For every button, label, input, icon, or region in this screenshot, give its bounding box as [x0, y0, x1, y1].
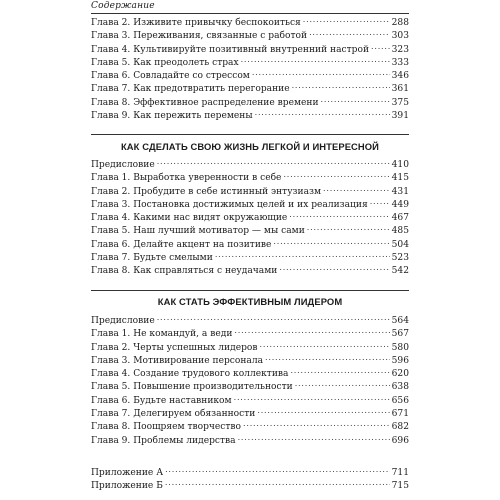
entry-title: Глава 8. Поощряем творчество [91, 422, 242, 433]
toc-entry[interactable] [91, 366, 409, 379]
entry-page-number: 542 [391, 266, 409, 277]
entry-page-number: 682 [391, 422, 409, 433]
toc-entry[interactable] [91, 170, 409, 183]
dot-leader [257, 406, 389, 416]
entry-page-number: 375 [391, 97, 409, 108]
toc-entry[interactable] [91, 353, 409, 366]
dot-leader [323, 184, 390, 194]
dot-leader [157, 157, 390, 167]
dot-leader [234, 393, 390, 403]
section-title-easy-life: КАК СДЕЛАТЬ СВОЮ ЖИЗНЬ ЛЕГКОЙ И ИНТЕРЕСНОЙ [120, 141, 380, 152]
dot-leader [283, 170, 389, 180]
entry-page-number: 715 [391, 481, 409, 492]
entry-title: Глава 3. Переживания, связанные с работой [91, 31, 308, 42]
entry-title: Глава 4. Создание трудового коллектива [91, 369, 289, 380]
entry-title: Глава 5. Как преодолеть страх [91, 57, 239, 68]
toc-entry[interactable] [91, 313, 409, 326]
toc-entry[interactable] [91, 419, 409, 432]
toc-entry[interactable] [91, 237, 409, 250]
entry-title: Глава 7. Будьте смелыми [91, 253, 213, 264]
entry-page-number: 711 [391, 468, 409, 478]
entry-page-number: 288 [391, 18, 409, 28]
dot-leader [370, 197, 390, 207]
toc-entry[interactable] [91, 184, 409, 197]
toc-entry[interactable] [91, 433, 409, 446]
entry-title: Глава 9. Как пережить перемены [91, 111, 253, 122]
entry-title: Приложение А [91, 468, 164, 478]
dot-leader [292, 81, 390, 91]
section-title-leader: КАК СТАТЬ ЭФФЕКТИВНЫМ ЛИДЕРОМ [157, 296, 343, 307]
entry-page-number: 620 [391, 369, 409, 380]
entry-page-number: 656 [391, 395, 409, 406]
dot-leader [255, 108, 390, 118]
entry-page-number: 431 [391, 186, 409, 197]
toc-entry[interactable] [91, 55, 409, 68]
entry-title: Глава 3. Мотивирование персонала [91, 355, 264, 366]
dot-leader [260, 340, 390, 350]
entry-title: Глава 6. Будьте наставником [91, 395, 232, 406]
entry-title: Глава 7. Делегируем обязанности [91, 409, 256, 420]
toc-entry[interactable] [91, 157, 409, 170]
dot-leader [165, 465, 390, 475]
entry-page-number: 567 [391, 329, 409, 340]
dot-leader [289, 210, 389, 220]
entry-page-number: 596 [391, 355, 409, 366]
entry-page-number: 564 [391, 316, 409, 326]
entry-title: Глава 7. Как предотвратить перегорание [91, 84, 290, 95]
toc-entry[interactable] [91, 223, 409, 236]
dot-leader [321, 95, 390, 105]
dot-leader [241, 55, 390, 65]
entry-page-number: 485 [391, 226, 409, 237]
dot-leader [290, 366, 389, 376]
toc-entry[interactable] [91, 406, 409, 419]
dot-leader [215, 250, 390, 260]
toc-entry[interactable] [91, 393, 409, 406]
toc-page [91, 0, 409, 500]
toc-entry[interactable] [91, 250, 409, 263]
entry-title: Глава 6. Совладайте со стрессом [91, 71, 250, 82]
entry-page-number: 449 [391, 199, 409, 210]
entry-page-number: 333 [391, 57, 409, 68]
entry-title: Приложение Б [91, 481, 163, 492]
entry-title: Глава 4. Культивируйте позитивный внутренний настрой [91, 44, 370, 55]
dot-leader [157, 313, 390, 323]
toc-entry[interactable] [91, 42, 409, 55]
dot-leader [279, 263, 389, 273]
toc-entry[interactable] [91, 108, 409, 121]
entry-page-number: 410 [391, 160, 409, 170]
header-rule [91, 13, 409, 14]
entry-title: Глава 5. Повышение производительности [91, 382, 293, 393]
dot-leader [265, 353, 390, 363]
entry-title: Глава 8. Эффективное распределение времени [91, 97, 319, 108]
entry-page-number: 323 [391, 44, 409, 55]
section-rule [91, 134, 409, 135]
dot-leader [307, 223, 390, 233]
running-head: Содержание [91, 1, 155, 11]
toc-entry[interactable] [91, 340, 409, 353]
entry-title: Глава 8. Как справляться с неудачами [91, 266, 278, 277]
entry-title: Предисловие [91, 316, 155, 326]
entry-title: Глава 2. Пробудите в себе истинный энтузиазм [91, 186, 322, 197]
dot-leader [273, 237, 389, 247]
entry-page-number: 671 [391, 409, 409, 420]
section-rule [91, 290, 409, 291]
entry-title: Предисловие [91, 160, 155, 170]
entry-page-number: 415 [391, 173, 409, 184]
entry-page-number: 391 [391, 111, 409, 122]
toc-entry[interactable] [91, 465, 409, 478]
entry-page-number: 303 [391, 31, 409, 42]
entry-title: Глава 1. Выработка уверенности в себе [91, 173, 282, 184]
toc-entry[interactable] [91, 95, 409, 108]
dot-leader [309, 28, 390, 38]
dot-leader [234, 326, 389, 336]
toc-entry[interactable] [91, 197, 409, 210]
entry-page-number: 523 [391, 253, 409, 264]
entry-title: Глава 3. Постановка достижимых целей и их реализация [91, 199, 368, 210]
dot-leader [165, 478, 390, 488]
toc-section-easy-life [91, 157, 409, 277]
entry-title: Глава 9. Проблемы лидерства [91, 435, 236, 446]
toc-entry[interactable] [91, 326, 409, 339]
entry-title: Глава 6. Делайте акцент на позитиве [91, 239, 272, 250]
dot-leader [238, 433, 390, 443]
toc-section-leader [91, 313, 409, 446]
toc-entry[interactable] [91, 379, 409, 392]
entry-title: Глава 5. Наш лучший мотиватор — мы сами [91, 226, 305, 237]
entry-title: Глава 2. Черты успешных лидеров [91, 342, 258, 353]
dot-leader [295, 379, 390, 389]
toc-entry[interactable] [91, 28, 409, 41]
toc-entry[interactable] [91, 68, 409, 81]
dot-leader [243, 419, 390, 429]
entry-page-number: 346 [391, 71, 409, 82]
toc-section-continued [91, 15, 409, 121]
toc-entry[interactable] [91, 210, 409, 223]
entry-title: Глава 1. Не командуй, а веди [91, 329, 233, 340]
dot-leader [303, 15, 390, 25]
entry-page-number: 361 [391, 84, 409, 95]
toc-section-appendix [91, 465, 409, 492]
entry-page-number: 504 [391, 239, 409, 250]
entry-page-number: 696 [391, 435, 409, 446]
entry-page-number: 580 [391, 342, 409, 353]
dot-leader [252, 68, 390, 78]
entry-title: Глава 4. Какими нас видят окружающие [91, 213, 288, 224]
dot-leader [371, 42, 390, 52]
entry-title: Глава 2. Изживите привычку беспокоиться [91, 18, 301, 28]
toc-entry[interactable] [91, 15, 409, 28]
entry-page-number: 638 [391, 382, 409, 393]
toc-entry[interactable] [91, 263, 409, 276]
toc-entry[interactable] [91, 478, 409, 491]
entry-page-number: 467 [391, 213, 409, 224]
toc-entry[interactable] [91, 81, 409, 94]
